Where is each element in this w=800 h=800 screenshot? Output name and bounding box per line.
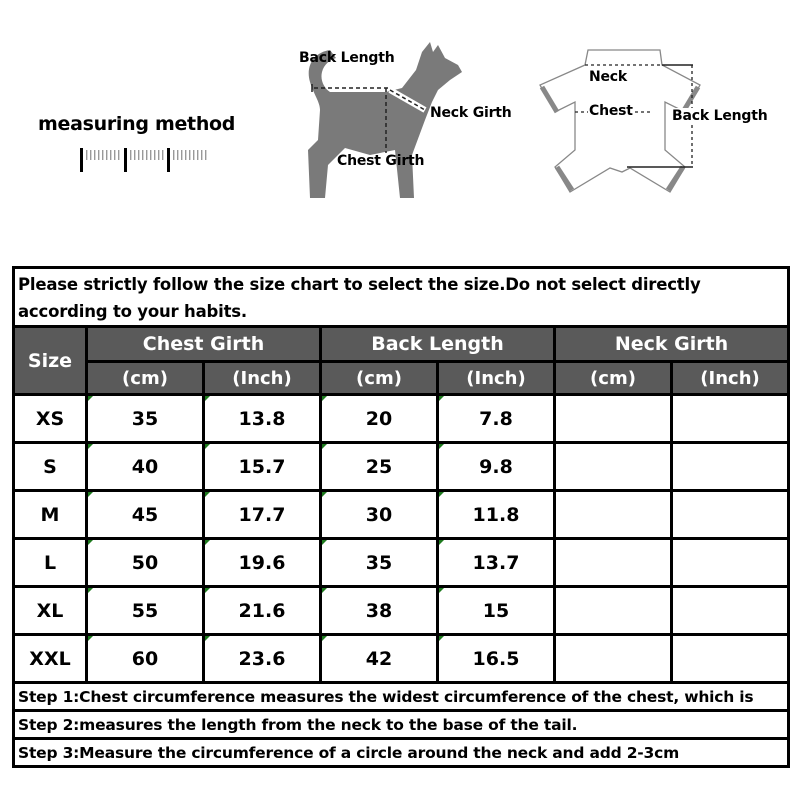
shirt-back-length-label: Back Length [672,108,768,124]
chest-inch-cell: 19.6 [204,539,321,587]
step-1-instruction: Step 1:Chest circumference measures the widest circumference of the chest, which is [14,683,789,711]
step-3-instruction: Step 3:Measure the circumference of a circle around the neck and add 2-3cm [14,739,789,767]
neck-inch-cell [672,491,789,539]
table-row [14,491,789,539]
dog-diagram [290,40,512,210]
neck-cm-cell [555,491,672,539]
neck-cm-header: (cm) [555,362,672,395]
back-inch-cell: 15 [438,587,555,635]
measuring-illustrations [0,0,800,255]
back-cm-cell: 25 [321,443,438,491]
neck-cm-cell [555,587,672,635]
shirt-neck-label: Neck [589,69,628,85]
back-cm-cell: 42 [321,635,438,683]
chest-cm-header: (cm) [87,362,204,395]
size-cell: XL [14,587,87,635]
neck-cm-cell [555,635,672,683]
measuring-method-title: measuring method [38,113,236,135]
size-cell: L [14,539,87,587]
neck-inch-cell [672,395,789,443]
back-inch-cell: 11.8 [438,491,555,539]
back-inch-cell: 13.7 [438,539,555,587]
chest-inch-cell: 21.6 [204,587,321,635]
ruler-icon [80,148,212,174]
back-length-header: Back Length [321,327,555,362]
dog-back-length-label: Back Length [299,50,395,66]
size-cell: S [14,443,87,491]
back-cm-cell: 30 [321,491,438,539]
neck-inch-cell [672,443,789,491]
garment-diagram [535,40,800,210]
neck-girth-header: Neck Girth [555,327,789,362]
back-inch-cell: 9.8 [438,443,555,491]
chest-inch-cell: 15.7 [204,443,321,491]
chest-cm-cell: 50 [87,539,204,587]
chest-cm-cell: 45 [87,491,204,539]
back-cm-header: (cm) [321,362,438,395]
neck-inch-cell [672,539,789,587]
chest-cm-cell: 55 [87,587,204,635]
size-column-header: Size [14,327,87,395]
shirt-chest-label: Chest [589,103,633,119]
size-cell: M [14,491,87,539]
back-inch-header: (Inch) [438,362,555,395]
chest-cm-cell: 35 [87,395,204,443]
back-inch-cell: 16.5 [438,635,555,683]
chest-inch-cell: 23.6 [204,635,321,683]
table-row [14,587,789,635]
table-row [14,539,789,587]
size-cell: XS [14,395,87,443]
dog-chest-girth-label: Chest Girth [337,153,425,169]
neck-cm-cell [555,539,672,587]
chest-girth-header: Chest Girth [87,327,321,362]
dog-shirt-icon [535,40,800,210]
size-cell: XXL [14,635,87,683]
table-row [14,635,789,683]
chest-inch-cell: 17.7 [204,491,321,539]
table-row [14,443,789,491]
chest-inch-cell: 13.8 [204,395,321,443]
neck-cm-cell [555,443,672,491]
neck-inch-cell [672,587,789,635]
chest-cm-cell: 40 [87,443,204,491]
table-row [14,395,789,443]
back-cm-cell: 35 [321,539,438,587]
size-chart-table [12,266,790,768]
back-cm-cell: 38 [321,587,438,635]
step-2-instruction: Step 2:measures the length from the neck to the base of the tail. [14,711,789,739]
neck-cm-cell [555,395,672,443]
back-cm-cell: 20 [321,395,438,443]
dog-neck-girth-label: Neck Girth [430,105,512,121]
neck-inch-header: (Inch) [672,362,789,395]
chest-cm-cell: 60 [87,635,204,683]
chest-inch-header: (Inch) [204,362,321,395]
neck-inch-cell [672,635,789,683]
back-inch-cell: 7.8 [438,395,555,443]
size-notice: Please strictly follow the size chart to select the size.Do not select directly according to your habits. [14,268,789,327]
